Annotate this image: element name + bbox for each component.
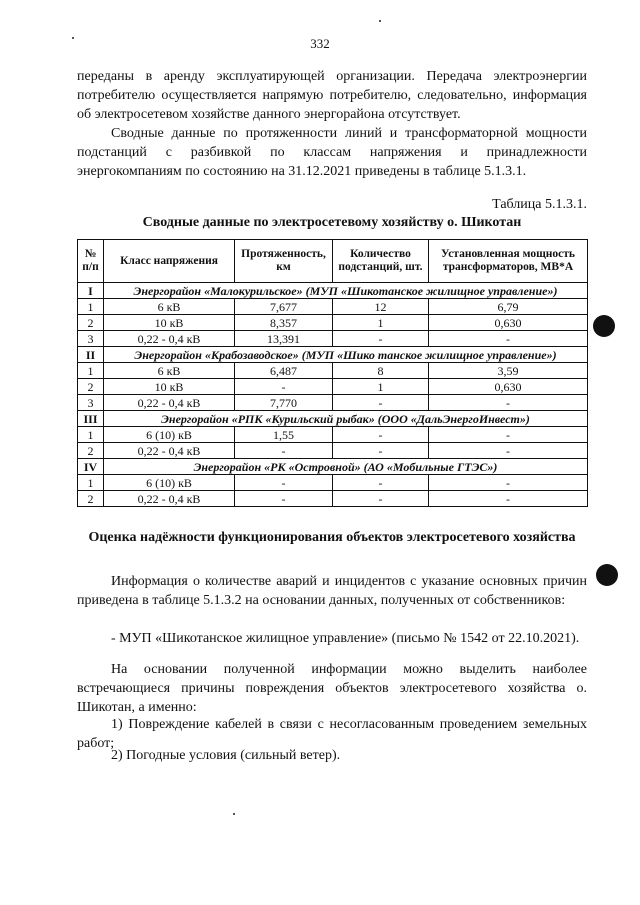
row-substation-count: - [333, 427, 429, 443]
scan-speck [379, 20, 381, 22]
table-row [78, 443, 588, 459]
table-row [78, 379, 588, 395]
row-transformer-capacity: - [429, 395, 588, 411]
row-transformer-capacity: - [429, 475, 588, 491]
row-number: 1 [78, 427, 104, 443]
header-substation-count: Количество подстанций, шт. [333, 240, 429, 283]
section-number: II [78, 347, 104, 363]
row-substation-count: - [333, 331, 429, 347]
page-number: 332 [310, 36, 330, 51]
row-length: 7,677 [235, 299, 333, 315]
row-substation-count: 1 [333, 379, 429, 395]
row-voltage-class: 6 (10) кВ [104, 475, 235, 491]
summary-paragraph: Сводные данные по протяженности линий и трансформаторной мощности подстанций с разбивкой по классам напряжения и принадлежности энергокомпаниям по состоянию на 31.12.2021 приведены в таблице 5.1.3.1. [77, 126, 587, 179]
row-number: 3 [78, 331, 104, 347]
table-row [78, 315, 588, 331]
grid-summary-table [77, 239, 588, 507]
header-voltage-class: Класс напряжения [104, 240, 235, 283]
row-transformer-capacity: 0,630 [429, 315, 588, 331]
section-title: Энергорайон «РПК «Курильский рыбак» (ООО «ДальЭнергоИнвест») [104, 411, 588, 427]
reasons-paragraph: На основании полученной информации можно выделить наиболее встречающиеся причины повреждения объектов электросетевого хозяйства о. Шикотан, а именно: [77, 662, 587, 715]
row-substation-count: 1 [333, 315, 429, 331]
row-number: 3 [78, 395, 104, 411]
row-voltage-class: 0,22 - 0,4 кВ [104, 491, 235, 507]
row-length: 6,487 [235, 363, 333, 379]
row-length: 1,55 [235, 427, 333, 443]
row-substation-count: - [333, 443, 429, 459]
row-substation-count: - [333, 395, 429, 411]
row-transformer-capacity: 0,630 [429, 379, 588, 395]
row-voltage-class: 6 кВ [104, 299, 235, 315]
section-number: IV [78, 459, 104, 475]
row-substation-count: 12 [333, 299, 429, 315]
table-row [78, 331, 588, 347]
table-header-row [78, 240, 588, 283]
reason-item: 2) Погодные условия (сильный ветер). [111, 748, 341, 763]
row-voltage-class: 10 кВ [104, 315, 235, 331]
row-length: 7,770 [235, 395, 333, 411]
row-transformer-capacity: - [429, 491, 588, 507]
header-number: № п/п [78, 240, 104, 283]
row-length: - [235, 491, 333, 507]
row-number: 2 [78, 491, 104, 507]
section-number: I [78, 283, 104, 299]
row-transformer-capacity: - [429, 427, 588, 443]
punch-hole-mark [593, 315, 615, 337]
info-paragraph: Информация о количестве аварий и инцидентов с указание основных причин приведена в таблице 5.1.3.2 на основании данных, полученных от собственников: [77, 574, 587, 608]
row-transformer-capacity: - [429, 443, 588, 459]
row-voltage-class: 6 (10) кВ [104, 427, 235, 443]
table-section-row [78, 347, 588, 363]
row-length: 13,391 [235, 331, 333, 347]
section-title: Энергорайон «Малокурильское» (МУП «Шикотанское жилищное управление») [104, 283, 588, 299]
row-length: - [235, 443, 333, 459]
intro-paragraph: переданы в аренду эксплуатирующей организации. Передача электроэнергии потребителю осуществляется напрямую потребителю, следовательно, информация об электросетевом хозяйстве данного энергорайона отсутствует. [77, 69, 587, 122]
row-voltage-class: 10 кВ [104, 379, 235, 395]
row-number: 2 [78, 379, 104, 395]
header-transformer-capacity: Установленная мощность трансформаторов, МВ*А [429, 240, 588, 283]
row-voltage-class: 0,22 - 0,4 кВ [104, 331, 235, 347]
row-transformer-capacity: - [429, 331, 588, 347]
table-section-row [78, 459, 588, 475]
section-heading: Оценка надёжности функционирования объектов электросетевого хозяйства [88, 530, 576, 545]
row-number: 2 [78, 315, 104, 331]
table-row [78, 299, 588, 315]
row-substation-count: - [333, 491, 429, 507]
section-title: Энергорайон «РК «Островной» (АО «Мобильные ГТЭС») [104, 459, 588, 475]
table-section-row [78, 283, 588, 299]
row-substation-count: - [333, 475, 429, 491]
row-number: 1 [78, 475, 104, 491]
section-title: Энергорайон «Крабозаводское» (МУП «Шико танское жилищное управление») [104, 347, 588, 363]
row-transformer-capacity: 6,79 [429, 299, 588, 315]
table-row [78, 475, 588, 491]
table-caption: Таблица 5.1.3.1. [492, 197, 587, 212]
owner-item: - МУП «Шикотанское жилищное управление» (письмо № 1542 от 22.10.2021). [111, 631, 580, 646]
header-length: Протяженность, км [235, 240, 333, 283]
table-title: Сводные данные по электросетевому хозяйству о. Шикотан [142, 215, 522, 230]
scan-speck [72, 37, 74, 39]
row-number: 1 [78, 299, 104, 315]
row-number: 2 [78, 443, 104, 459]
row-length: - [235, 475, 333, 491]
table-row [78, 395, 588, 411]
section-number: III [78, 411, 104, 427]
row-voltage-class: 0,22 - 0,4 кВ [104, 443, 235, 459]
row-length: 8,357 [235, 315, 333, 331]
row-voltage-class: 0,22 - 0,4 кВ [104, 395, 235, 411]
table-row [78, 491, 588, 507]
row-length: - [235, 379, 333, 395]
table-section-row [78, 411, 588, 427]
reason-item: 1) Повреждение кабелей в связи с несогласованным проведением земельных работ; [77, 717, 587, 751]
row-transformer-capacity: 3,59 [429, 363, 588, 379]
table-row [78, 427, 588, 443]
row-voltage-class: 6 кВ [104, 363, 235, 379]
scan-speck [233, 813, 235, 815]
row-number: 1 [78, 363, 104, 379]
table-row [78, 363, 588, 379]
row-substation-count: 8 [333, 363, 429, 379]
punch-hole-mark [596, 564, 618, 586]
